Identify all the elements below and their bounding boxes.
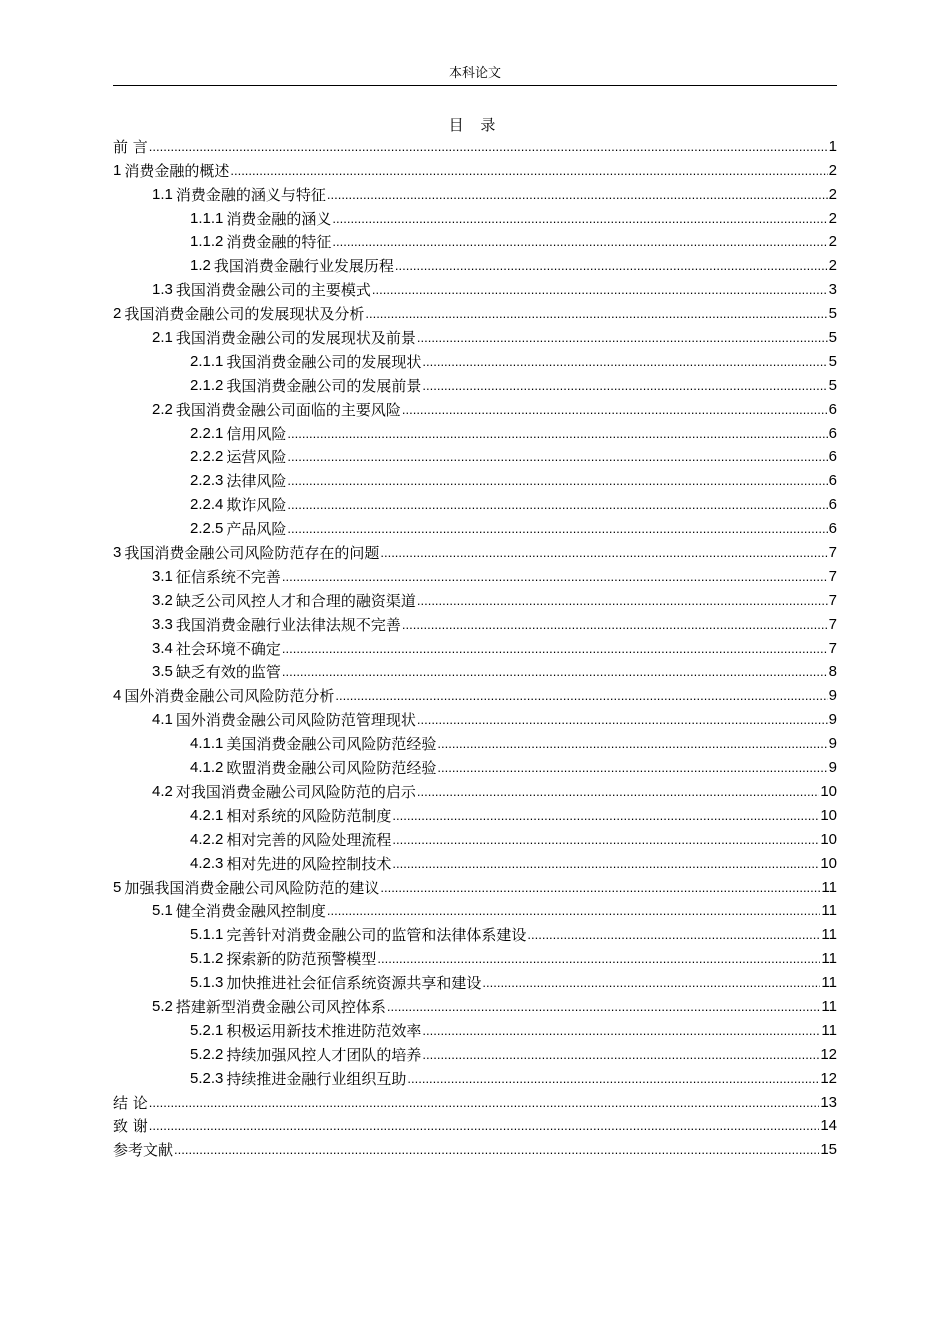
- toc-entry-page-number: 12: [820, 1045, 837, 1063]
- toc-entry-title: 缺乏公司风控人才和合理的融资渠道: [175, 591, 416, 610]
- toc-entry-page-number: 10: [820, 854, 837, 872]
- toc-dot-leader: [149, 1116, 820, 1136]
- toc-entry-title: 结 论: [113, 1093, 148, 1112]
- toc-entry[interactable]: [113, 1089, 837, 1113]
- toc-entry-page-number: 6: [828, 472, 837, 490]
- toc-entry[interactable]: [113, 444, 837, 468]
- toc-dot-leader: [417, 591, 828, 611]
- toc-entry-number: 2.2.1: [190, 424, 224, 442]
- toc-dot-leader: [402, 400, 828, 420]
- toc-entry-page-number: 7: [828, 615, 837, 633]
- toc-entry-number: 2.2.3: [190, 472, 224, 490]
- toc-entry[interactable]: [113, 945, 837, 969]
- toc-dot-leader: [380, 543, 827, 563]
- toc-entry[interactable]: [113, 205, 837, 229]
- toc-entry[interactable]: [113, 396, 837, 420]
- toc-dot-leader: [149, 137, 828, 157]
- toc-entry-number: 1.3: [152, 281, 173, 299]
- toc-entry-title: 加强我国消费金融公司风险防范的建议: [124, 878, 380, 897]
- toc-entry-number: 1.1.2: [190, 233, 224, 251]
- toc-dot-leader: [527, 925, 820, 945]
- toc-entry-number: 1: [113, 161, 122, 179]
- toc-entry-title: 消费金融的涵义与特征: [175, 185, 326, 204]
- toc-dot-leader: [395, 256, 828, 276]
- toc-entry-page-number: 7: [828, 639, 837, 657]
- toc-entry-title: 积极运用新技术推进防范效率: [226, 1021, 422, 1040]
- toc-entry-number: 3: [113, 544, 122, 562]
- toc-dot-leader: [380, 878, 820, 898]
- toc-entry-page-number: 5: [828, 376, 837, 394]
- toc-entry-title: 持续加强风控人才团队的培养: [226, 1045, 422, 1064]
- toc-entry-title: 相对完善的风险处理流程: [226, 830, 392, 849]
- toc-entry-title: 相对系统的风险防范制度: [226, 806, 392, 825]
- toc-entry[interactable]: [113, 826, 837, 850]
- toc-dot-leader: [417, 710, 828, 730]
- toc-entry-page-number: 2: [828, 233, 837, 251]
- toc-entry-title: 我国消费金融行业法律法规不完善: [175, 615, 401, 634]
- toc-entry-title: 社会环境不确定: [175, 639, 281, 658]
- toc-entry-page-number: 6: [828, 448, 837, 466]
- toc-entry-page-number: 9: [828, 687, 837, 705]
- toc-entry-title: 前 言: [113, 137, 148, 156]
- toc-entry[interactable]: [113, 706, 837, 730]
- toc-entry-number: 1.2: [190, 257, 211, 275]
- toc-entry[interactable]: [113, 324, 837, 348]
- toc-entry-title: 持续推进金融行业组织互助: [226, 1069, 407, 1088]
- toc-entry-number: 2.2: [152, 400, 173, 418]
- toc-entry-page-number: 7: [828, 591, 837, 609]
- toc-entry[interactable]: [113, 1065, 837, 1089]
- toc-dot-leader: [402, 615, 828, 635]
- toc-entry[interactable]: [113, 420, 837, 444]
- toc-dot-leader: [282, 567, 828, 587]
- toc-entry-title: 我国消费金融公司风险防范存在的问题: [124, 544, 380, 563]
- toc-dot-leader: [387, 997, 821, 1017]
- toc-dot-leader: [422, 376, 827, 396]
- toc-entry-number: 4.1: [152, 711, 173, 729]
- toc-entry-title: 我国消费金融行业发展历程: [213, 257, 394, 276]
- toc-entry[interactable]: [113, 874, 837, 898]
- toc-entry-title: 信用风险: [226, 424, 287, 443]
- toc-dot-leader: [417, 782, 819, 802]
- toc-entry-page-number: 10: [820, 830, 837, 848]
- toc-entry-page-number: 2: [828, 209, 837, 227]
- toc-entry-number: 4.1.2: [190, 759, 224, 777]
- toc-entry-number: 5.1.2: [190, 950, 224, 968]
- toc-entry[interactable]: [113, 467, 837, 491]
- toc-entry-title: 我国消费金融公司的发展现状及前景: [175, 329, 416, 348]
- toc-entry-number: 2.1.1: [190, 352, 224, 370]
- toc-dot-leader: [422, 1045, 819, 1065]
- toc-entry[interactable]: [113, 850, 837, 874]
- toc-dot-leader: [332, 209, 827, 229]
- toc-entry-title: 国外消费金融公司风险防范管理现状: [175, 711, 416, 730]
- toc-entry[interactable]: [113, 252, 837, 276]
- toc-entry[interactable]: [113, 778, 837, 802]
- toc-entry-page-number: 11: [821, 974, 837, 992]
- toc-entry-number: 5.2.2: [190, 1045, 224, 1063]
- toc-entry-page-number: 11: [821, 902, 837, 920]
- toc-entry[interactable]: [113, 659, 837, 683]
- toc-entry-title: 致 谢: [113, 1117, 148, 1136]
- toc-entry-number: 4: [113, 687, 122, 705]
- toc-dot-leader: [287, 447, 827, 467]
- toc-entry[interactable]: [113, 898, 837, 922]
- toc-entry-number: 4.2.1: [190, 806, 224, 824]
- toc-entry[interactable]: [113, 635, 837, 659]
- toc-entry-title: 征信系统不完善: [175, 567, 281, 586]
- toc-entry-title: 消费金融的概述: [124, 161, 230, 180]
- toc-dot-leader: [422, 352, 827, 372]
- toc-entry-page-number: 11: [821, 997, 837, 1015]
- toc-entry[interactable]: [113, 730, 837, 754]
- toc-entry-title: 我国消费金融公司的发展现状: [226, 352, 422, 371]
- toc-entry-page-number: 9: [828, 711, 837, 729]
- toc-entry[interactable]: [113, 802, 837, 826]
- toc-entry-page-number: 7: [828, 544, 837, 562]
- toc-dot-leader: [174, 1140, 819, 1160]
- toc-dot-leader: [422, 1021, 820, 1041]
- toc-dot-leader: [437, 734, 827, 754]
- toc-entry-number: 2: [113, 305, 122, 323]
- toc-entry-number: 2.1.2: [190, 376, 224, 394]
- toc-entry[interactable]: [113, 229, 837, 253]
- toc-entry[interactable]: [113, 563, 837, 587]
- toc-entry-page-number: 5: [828, 305, 837, 323]
- toc-dot-leader: [482, 973, 820, 993]
- toc-entry-page-number: 6: [828, 520, 837, 538]
- toc-entry-title: 参考文献: [113, 1141, 174, 1160]
- toc-entry-title: 我国消费金融公司的主要模式: [175, 281, 371, 300]
- toc-entry-number: 1.1: [152, 185, 173, 203]
- toc-entry-title: 相对先进的风险控制技术: [226, 854, 392, 873]
- toc-entry-page-number: 11: [821, 1021, 837, 1039]
- toc-entry-number: 4.2.3: [190, 854, 224, 872]
- toc-entry-page-number: 3: [828, 281, 837, 299]
- toc-entry-title: 加快推进社会征信系统资源共享和建设: [226, 974, 482, 993]
- toc-entry-page-number: 14: [820, 1117, 837, 1135]
- toc-entry-page-number: 12: [820, 1069, 837, 1087]
- toc-entry-page-number: 7: [828, 567, 837, 585]
- toc-entry[interactable]: [113, 993, 837, 1017]
- toc-entry-page-number: 10: [820, 806, 837, 824]
- toc-entry[interactable]: [113, 611, 837, 635]
- toc-dot-leader: [392, 806, 819, 826]
- toc-entry-number: 5.2.1: [190, 1021, 224, 1039]
- toc-dot-leader: [332, 232, 827, 252]
- toc-entry-page-number: 11: [821, 878, 837, 896]
- toc-entry-number: 4.1.1: [190, 735, 224, 753]
- toc-entry-title: 对我国消费金融公司风险防范的启示: [175, 782, 416, 801]
- toc-entry[interactable]: [113, 372, 837, 396]
- toc-entry-number: 5.2: [152, 997, 173, 1015]
- toc-entry-number: 3.4: [152, 639, 173, 657]
- toc-entry-title: 探索新的防范预警模型: [226, 950, 377, 969]
- toc-entry-number: 3.1: [152, 567, 173, 585]
- toc-entry-page-number: 8: [828, 663, 837, 681]
- toc-entry-title: 法律风险: [226, 472, 287, 491]
- toc-entry-number: 1.1.1: [190, 209, 224, 227]
- toc-entry-title: 完善针对消费金融公司的监管和法律体系建设: [226, 926, 527, 945]
- toc-entry-page-number: 6: [828, 496, 837, 514]
- toc-entry-title: 产品风险: [226, 520, 287, 539]
- toc-entry-number: 4.2.2: [190, 830, 224, 848]
- toc-entry[interactable]: [113, 1017, 837, 1041]
- toc-entry-page-number: 6: [828, 424, 837, 442]
- toc-entry-page-number: 2: [828, 257, 837, 275]
- toc-entry-title: 国外消费金融公司风险防范分析: [124, 687, 335, 706]
- toc-entry[interactable]: [113, 133, 837, 157]
- header-divider: [113, 85, 837, 86]
- toc-dot-leader: [327, 901, 821, 921]
- toc-entry-page-number: 11: [821, 926, 837, 944]
- toc-entry-number: 5.2.3: [190, 1069, 224, 1087]
- toc-entry[interactable]: [113, 181, 837, 205]
- toc-entry-title: 消费金融的涵义: [226, 209, 332, 228]
- toc-entry[interactable]: [113, 539, 837, 563]
- toc-entry-page-number: 2: [828, 161, 837, 179]
- toc-dot-leader: [287, 495, 827, 515]
- toc-dot-leader: [287, 519, 827, 539]
- toc-entry-page-number: 9: [828, 759, 837, 777]
- toc-entry[interactable]: [113, 1041, 837, 1065]
- toc-dot-leader: [417, 328, 828, 348]
- toc-entry-page-number: 9: [828, 735, 837, 753]
- toc-dot-leader: [392, 854, 819, 874]
- toc-entry-title: 我国消费金融公司的发展现状及分析: [124, 305, 365, 324]
- toc-entry-title: 欺诈风险: [226, 496, 287, 515]
- toc-dot-leader: [287, 424, 827, 444]
- toc-entry[interactable]: [113, 587, 837, 611]
- toc-entry-page-number: 2: [828, 185, 837, 203]
- toc-dot-leader: [365, 304, 827, 324]
- running-header: 本科论文: [448, 66, 501, 81]
- toc-entry[interactable]: [113, 1136, 837, 1160]
- toc-entry[interactable]: [113, 348, 837, 372]
- toc-entry-page-number: 6: [828, 400, 837, 418]
- toc-dot-leader: [407, 1069, 819, 1089]
- toc-entry[interactable]: [113, 515, 837, 539]
- toc-entry-title: 缺乏有效的监管: [175, 663, 281, 682]
- toc-entry-title: 美国消费金融公司风险防范经验: [226, 735, 437, 754]
- toc-dot-leader: [149, 1093, 820, 1113]
- toc-entry-number: 3.5: [152, 663, 173, 681]
- toc-entry[interactable]: [113, 491, 837, 515]
- toc-entry-title: 运营风险: [226, 448, 287, 467]
- toc-entry-title: 欧盟消费金融公司风险防范经验: [226, 759, 437, 778]
- toc-dot-leader: [282, 639, 828, 659]
- toc-entry-number: 4.2: [152, 782, 173, 800]
- toc-entry-number: 5.1.3: [190, 974, 224, 992]
- toc-entry-title: 消费金融的特征: [226, 233, 332, 252]
- toc-entry[interactable]: [113, 276, 837, 300]
- toc-entry-page-number: 15: [820, 1141, 837, 1159]
- toc-entry-number: 2.1: [152, 329, 173, 347]
- toc-entry-page-number: 11: [821, 950, 837, 968]
- toc-entry-number: 5: [113, 878, 122, 896]
- table-of-contents: [113, 133, 837, 1160]
- toc-entry[interactable]: [113, 682, 837, 706]
- toc-entry-title: 搭建新型消费金融公司风控体系: [175, 997, 386, 1016]
- toc-entry-title: 我国消费金融公司的发展前景: [226, 376, 422, 395]
- toc-entry[interactable]: [113, 921, 837, 945]
- toc-dot-leader: [377, 949, 820, 969]
- toc-entry-number: 2.2.5: [190, 520, 224, 538]
- toc-entry-page-number: 1: [828, 137, 837, 155]
- toc-entry-number: 5.1.1: [190, 926, 224, 944]
- toc-dot-leader: [230, 161, 827, 181]
- toc-entry-number: 2.2.2: [190, 448, 224, 466]
- toc-dot-leader: [372, 280, 828, 300]
- toc-dot-leader: [437, 758, 827, 778]
- toc-entry-number: 2.2.4: [190, 496, 224, 514]
- toc-entry-title: 我国消费金融公司面临的主要风险: [175, 400, 401, 419]
- toc-dot-leader: [327, 185, 828, 205]
- toc-entry-title: 健全消费金融风控制度: [175, 902, 326, 921]
- toc-entry[interactable]: [113, 1113, 837, 1137]
- toc-dot-leader: [282, 662, 828, 682]
- toc-entry[interactable]: [113, 157, 837, 181]
- toc-dot-leader: [392, 830, 819, 850]
- toc-entry-page-number: 13: [820, 1093, 837, 1111]
- toc-entry-number: 3.3: [152, 615, 173, 633]
- toc-entry-page-number: 10: [820, 782, 837, 800]
- toc-entry-number: 5.1: [152, 902, 173, 920]
- toc-entry[interactable]: [113, 300, 837, 324]
- toc-entry[interactable]: [113, 754, 837, 778]
- toc-title: 目 录: [448, 116, 502, 134]
- toc-dot-leader: [335, 686, 827, 706]
- toc-entry-number: 3.2: [152, 591, 173, 609]
- toc-entry-page-number: 5: [828, 329, 837, 347]
- toc-entry[interactable]: [113, 969, 837, 993]
- toc-dot-leader: [287, 471, 827, 491]
- toc-entry-page-number: 5: [828, 352, 837, 370]
